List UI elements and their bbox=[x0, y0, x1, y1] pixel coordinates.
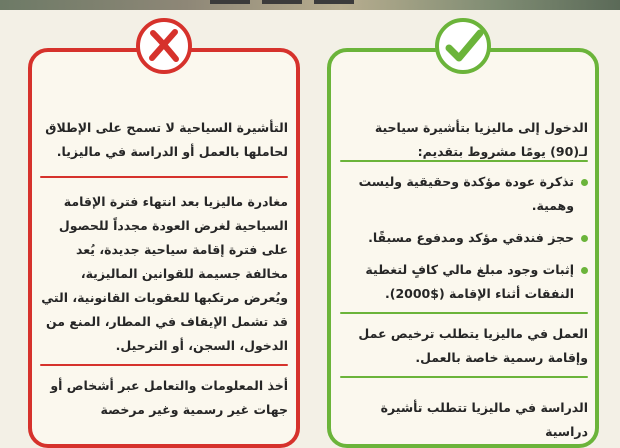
entry-requirements-list bbox=[340, 170, 588, 314]
divider bbox=[340, 312, 588, 314]
work-note: العمل في ماليزيا يتطلب ترخيص عمل وإقامة رسمية خاصة بالعمل. bbox=[358, 326, 588, 365]
wrong-item-1: التأشيرة السياحية لا تسمح على الإطلاق لحاملها بالعمل أو الدراسة في ماليزيا. bbox=[45, 120, 288, 159]
strip-segment bbox=[210, 0, 250, 4]
bullet-item: حجز فندقي مؤكد ومدفوع مسبقًا. bbox=[340, 226, 588, 250]
wrong-item-2: مغادرة ماليزيا بعد انتهاء فترة الإقامة السياحية لغرض العودة مجدداً للحصول على فترة إقامة سياحية جديدة، يُعد مخالفة جسيمة للقوانين الماليزية، ويُعرض مرتكبها للعقوبات القانونية، التي قد تشمل الإيقاف في المطار، المنع من الدخول، السجن، أو الترحيل. bbox=[41, 194, 288, 353]
wrong-badge bbox=[136, 18, 192, 74]
entry-requirements-intro: الدخول إلى ماليزيا بتأشيرة سياحية لـ(90) يومًا مشروط بتقديم: bbox=[374, 120, 588, 159]
check-icon bbox=[435, 18, 491, 74]
divider bbox=[40, 364, 288, 366]
strip-segment bbox=[262, 0, 302, 4]
divider bbox=[340, 160, 588, 162]
bullet-item: تذكرة عودة مؤكدة وحقيقية وليست وهمية. bbox=[340, 170, 588, 218]
strip-segment bbox=[314, 0, 354, 4]
divider bbox=[340, 376, 588, 378]
bullet-item: إثبات وجود مبلغ مالي كافٍ لتغطية النفقات أثناء الإقامة ($2000). bbox=[340, 258, 588, 306]
cross-icon bbox=[136, 18, 192, 74]
study-note: الدراسة في ماليزيا تتطلب تأشيرة دراسية bbox=[380, 400, 588, 439]
divider bbox=[40, 176, 288, 178]
correct-badge bbox=[435, 18, 491, 74]
wrong-item-3: أخذ المعلومات والتعامل عبر أشخاص أو جهات غير رسمية وغير مرخصة bbox=[50, 378, 288, 417]
top-photo-strip bbox=[0, 0, 620, 10]
